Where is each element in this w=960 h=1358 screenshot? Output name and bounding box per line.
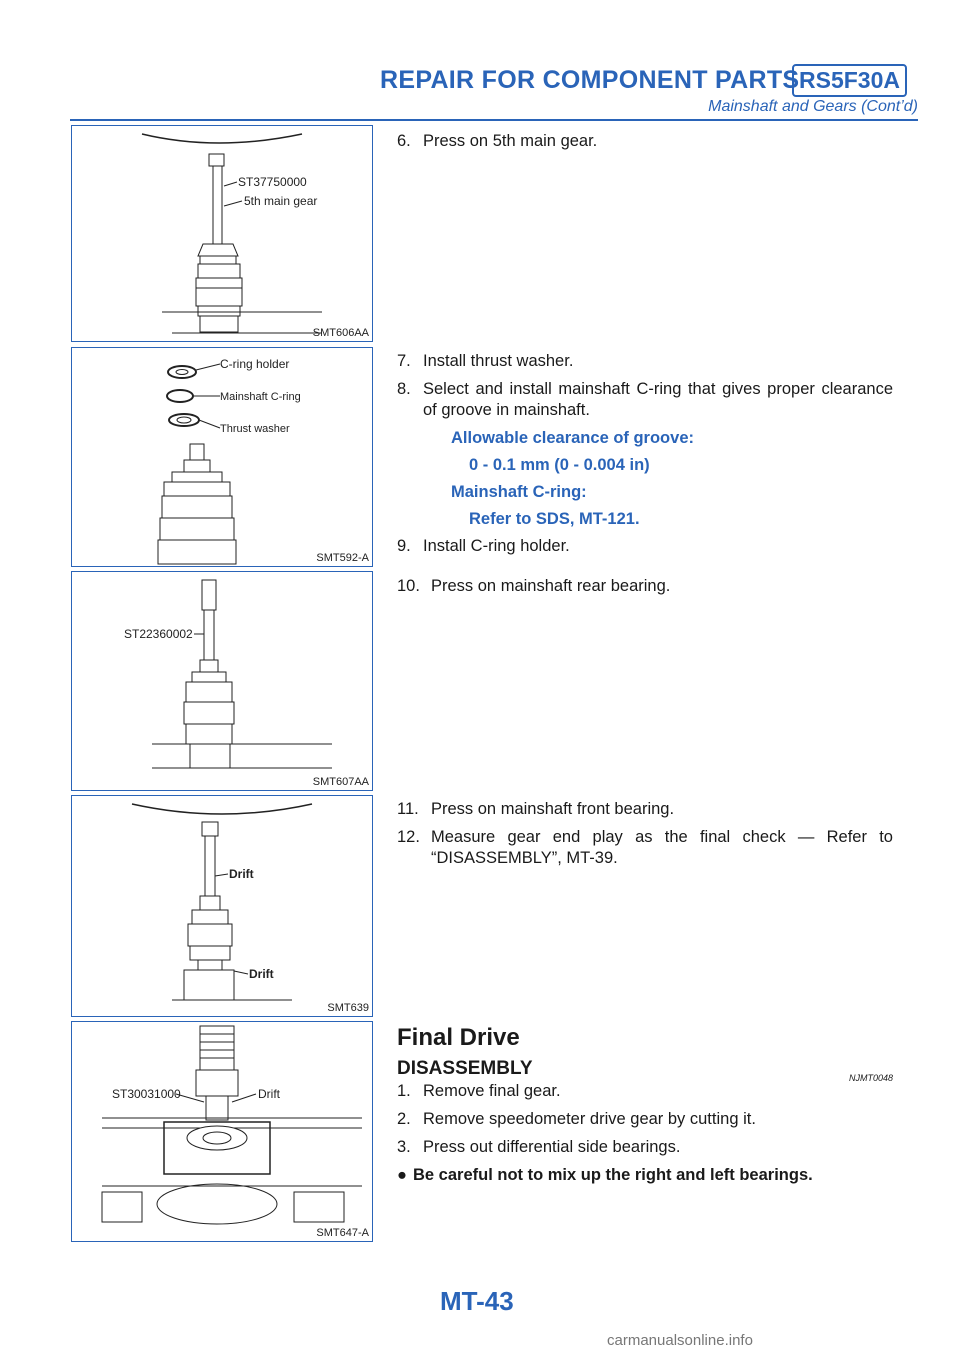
figure-code: SMT592-A: [316, 552, 369, 564]
step-text: Press on mainshaft rear bearing.: [431, 577, 671, 595]
spec-clearance-value: 0 - 0.1 mm (0 - 0.004 in): [469, 456, 650, 474]
step-text: Remove final gear.: [423, 1082, 561, 1100]
step-7: [397, 351, 893, 372]
bullet-icon: ●: [397, 1166, 407, 1184]
press-5th-gear-illustration: [72, 126, 372, 341]
step-6: [397, 131, 893, 152]
final-drive-section: [397, 1024, 893, 1186]
disassembly-title: DISASSEMBLY: [397, 1058, 533, 1079]
figure-code: SMT606AA: [312, 327, 369, 339]
figure-label: Drift: [249, 967, 274, 981]
step-number: 6.: [397, 132, 411, 150]
step-number: 3.: [397, 1138, 411, 1156]
spec-clearance-label: Allowable clearance of groove:: [451, 429, 694, 447]
figure-label: 5th main gear: [244, 194, 318, 208]
step-11: [397, 799, 893, 820]
figure-smt607aa: [71, 571, 373, 791]
step-number: 2.: [397, 1110, 411, 1128]
step-text: Press on 5th main gear.: [423, 132, 598, 150]
press-rear-bearing-illustration: [72, 572, 372, 790]
figure-code: SMT607AA: [312, 776, 369, 788]
step-block-7-9: [397, 351, 893, 564]
step-block-11-12: [397, 799, 893, 876]
figure-smt647-a: [71, 1021, 373, 1242]
figure-smt592-a: [71, 347, 373, 567]
section-subtitle: Mainshaft and Gears (Cont’d): [708, 98, 918, 115]
step-number: 12.: [397, 828, 420, 846]
step-number: 7.: [397, 352, 411, 370]
spec-cring-value: Refer to SDS, MT-121.: [469, 510, 640, 528]
c-ring-install-illustration: [72, 348, 372, 566]
watermark: carmanualsonline.info: [607, 1332, 753, 1349]
press-side-bearing-illustration: [72, 1022, 372, 1241]
step-9: [397, 536, 893, 557]
figure-label: ST30031000: [112, 1087, 181, 1101]
step-number: 8.: [397, 380, 411, 398]
figure-label: ST37750000: [238, 175, 307, 189]
step-number: 1.: [397, 1082, 411, 1100]
final-step-2: [397, 1109, 893, 1130]
figure-smt639: [71, 795, 373, 1017]
step-block-6: [397, 131, 893, 159]
step-text: Remove speedometer drive gear by cutting it.: [423, 1110, 756, 1128]
header-rule: [70, 119, 918, 121]
page-number: MT-43: [440, 1286, 514, 1316]
final-step-3: [397, 1137, 893, 1158]
disassembly-heading: [397, 1058, 893, 1083]
step-text: Press on mainshaft front bearing.: [431, 800, 675, 818]
step-number: 10.: [397, 577, 420, 595]
step-text: Install thrust washer.: [423, 352, 574, 370]
figure-code: SMT639: [327, 1002, 369, 1014]
caution-note: [397, 1165, 893, 1186]
step-text: Select and install mainshaft C-ring that gives proper clearance of groove in mainshaft.: [423, 380, 893, 419]
final-step-1: [397, 1081, 893, 1102]
step-text: Install C-ring holder.: [423, 537, 570, 555]
step-number: 9.: [397, 537, 411, 555]
step-10: [397, 576, 893, 597]
figure-label: Thrust washer: [220, 423, 290, 435]
figure-label: Drift: [229, 867, 254, 881]
model-badge: RS5F30A: [792, 64, 907, 97]
step-12: [397, 827, 893, 869]
figure-label: C-ring holder: [220, 357, 290, 371]
figure-code: SMT647-A: [316, 1227, 369, 1239]
final-drive-heading: Final Drive: [397, 1024, 520, 1051]
section-title: REPAIR FOR COMPONENT PARTS: [380, 66, 800, 94]
press-front-bearing-illustration: [72, 796, 372, 1016]
figure-label: Mainshaft C-ring: [220, 391, 301, 403]
figure-label: Drift: [258, 1087, 280, 1101]
figure-label: ST22360002: [124, 627, 193, 641]
step-text: Measure gear end play as the final check — Refer to “DISASSEMBLY”, MT-39.: [431, 828, 893, 867]
spec-cring-label: Mainshaft C-ring:: [451, 483, 587, 501]
step-text: Press out differential side bearings.: [423, 1138, 681, 1156]
reference-code: NJMT0048: [848, 1073, 893, 1083]
figure-smt606aa: [71, 125, 373, 342]
step-block-10: [397, 576, 893, 604]
step-8: [397, 379, 893, 421]
step-number: 11.: [397, 800, 419, 818]
caution-text: Be careful not to mix up the right and left bearings.: [413, 1166, 813, 1184]
